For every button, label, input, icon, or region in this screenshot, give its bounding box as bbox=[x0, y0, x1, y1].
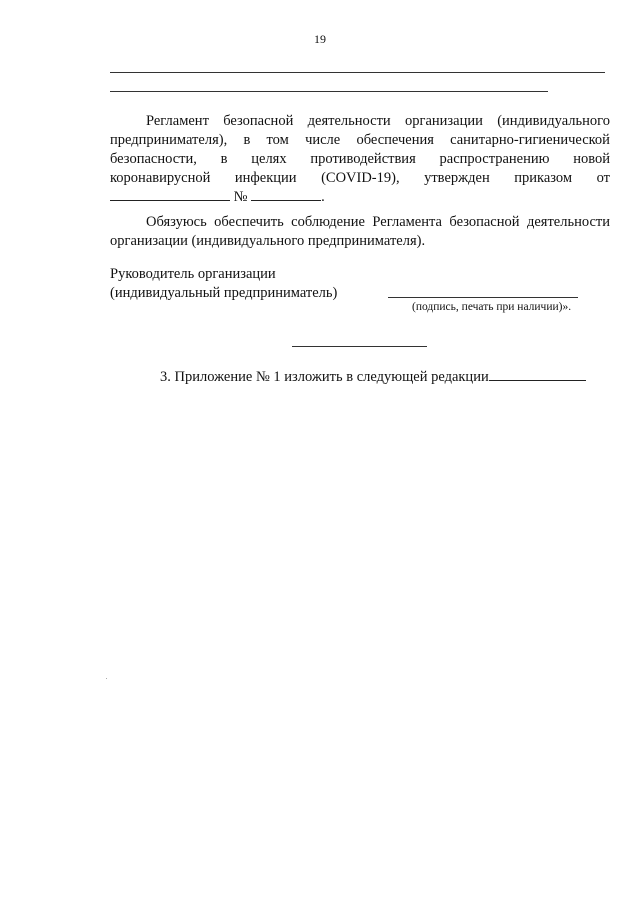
regulation-paragraph bbox=[110, 112, 610, 207]
word: обеспечения bbox=[356, 132, 434, 148]
order-date-blank bbox=[110, 188, 230, 201]
regulation-line-5: № . bbox=[110, 188, 610, 207]
number-sign: № bbox=[233, 189, 248, 205]
signature-hint: (подпись, печать при наличии)». bbox=[412, 301, 572, 313]
word: распространению bbox=[439, 151, 550, 167]
word: том bbox=[266, 132, 289, 148]
word: приказом bbox=[514, 170, 573, 186]
page-number: 19 bbox=[314, 32, 326, 46]
regulation-line-2 bbox=[110, 131, 610, 150]
word: инфекции bbox=[234, 170, 297, 186]
order-number-blank bbox=[251, 188, 321, 201]
scan-speck bbox=[106, 678, 107, 679]
word: противодействия bbox=[310, 151, 416, 167]
word: санитарно-гигиенической bbox=[450, 132, 610, 148]
regulation-line-4 bbox=[110, 169, 610, 188]
item-3 bbox=[160, 368, 586, 386]
signature-line bbox=[388, 297, 578, 298]
word: предпринимателя), bbox=[110, 132, 228, 148]
section-separator bbox=[292, 346, 427, 347]
regulation-line-1 bbox=[110, 112, 610, 131]
commitment-paragraph bbox=[110, 213, 610, 251]
item-3-blank bbox=[489, 368, 586, 381]
word: утвержден bbox=[424, 170, 490, 186]
word: организации bbox=[405, 113, 483, 129]
word: безопасной bbox=[223, 113, 294, 129]
word: безопасности, bbox=[110, 151, 197, 167]
word: в bbox=[220, 151, 228, 167]
top-rule-2 bbox=[110, 91, 548, 92]
word: новой bbox=[573, 151, 610, 167]
signer-label-line-2: (индивидуальный предприниматель) bbox=[110, 285, 338, 301]
word: числе bbox=[305, 132, 341, 148]
top-rule-1 bbox=[110, 72, 605, 73]
signer-title bbox=[110, 265, 337, 303]
signer-label-line-1: Руководитель организации bbox=[110, 266, 276, 282]
word: (COVID-19), bbox=[321, 170, 400, 186]
regulation-line-3 bbox=[110, 150, 610, 169]
word: в bbox=[243, 132, 251, 148]
word: Регламент bbox=[146, 113, 209, 129]
commitment-text: Обязуюсь обеспечить соблюдение Регламента безопасной деятельности организации (индивидуального предпринимателя). bbox=[110, 214, 610, 249]
word: деятельности bbox=[307, 113, 391, 129]
word: (индивидуального bbox=[497, 113, 610, 129]
word: от bbox=[596, 170, 610, 186]
word: целях bbox=[251, 151, 287, 167]
item-3-text: 3. Приложение № 1 изложить в следующей редакции bbox=[160, 369, 489, 385]
word: коронавирусной bbox=[110, 170, 211, 186]
